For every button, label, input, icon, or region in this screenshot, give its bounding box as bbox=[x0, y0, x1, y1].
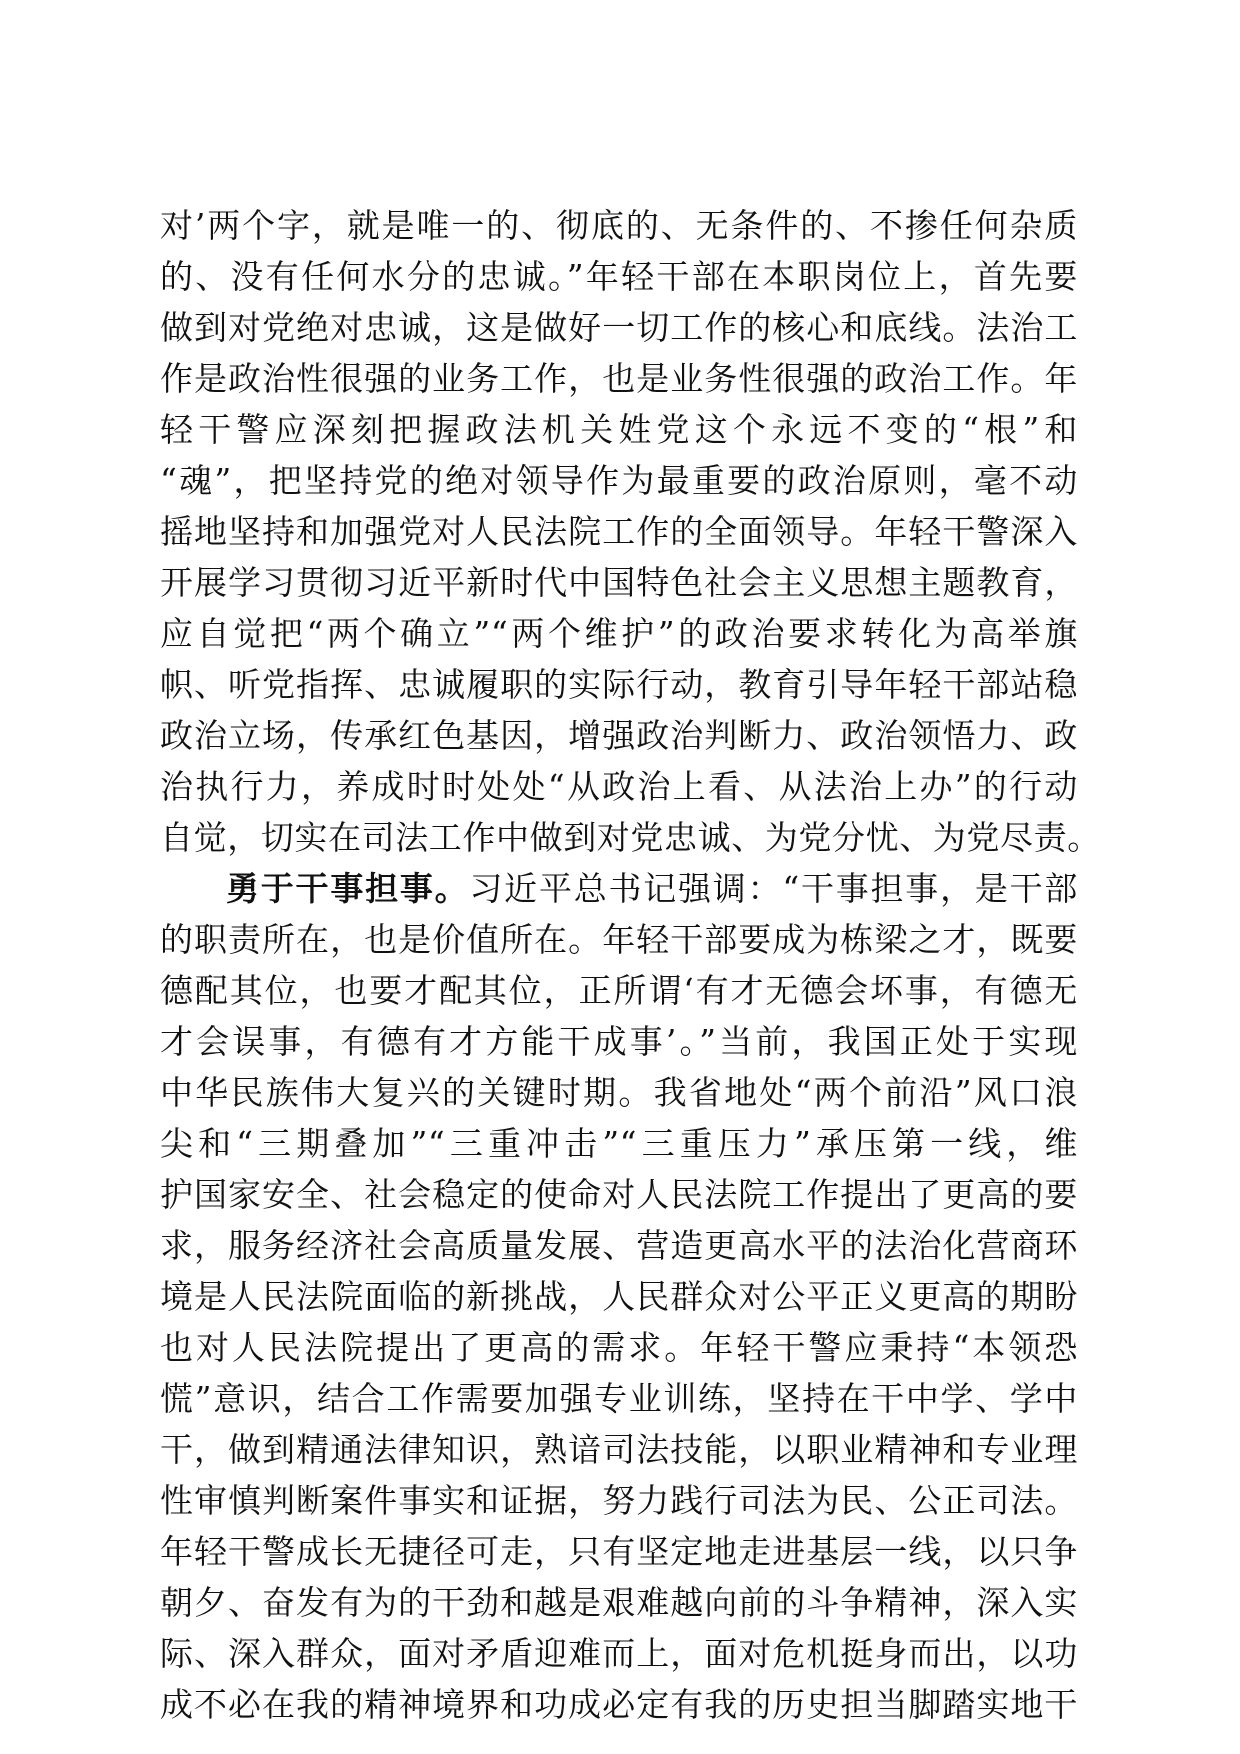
text-line: 境是人民法院面临的新挑战，人民群众对公平正义更高的期盼 bbox=[160, 1277, 1078, 1316]
paragraph-first-line bbox=[160, 863, 1078, 914]
paragraph-taking-responsibility bbox=[160, 863, 1078, 1730]
text-line: 的职责所在，也是价值所在。年轻干部要成为栋梁之才，既要 bbox=[160, 920, 1078, 959]
text-line: 性审慎判断案件事实和证据，努力践行司法为民、公正司法。 bbox=[160, 1481, 1078, 1520]
text-line: 的、没有任何水分的忠诚。”年轻干部在本职岗位上，首先要 bbox=[160, 257, 1078, 296]
text-line: 朝夕、奋发有为的干劲和越是艰难越向前的斗争精神，深入实 bbox=[160, 1583, 1078, 1622]
text-line: 际、深入群众，面对矛盾迎难而上，面对危机挺身而出，以功 bbox=[160, 1634, 1078, 1673]
text-line: 也对人民法院提出了更高的需求。年轻干警应秉持“本领恐 bbox=[160, 1328, 1078, 1367]
paragraph-loyalty bbox=[160, 200, 1101, 863]
text-line: 慌”意识，结合工作需要加强专业训练，坚持在干中学、学中 bbox=[160, 1379, 1078, 1418]
text-run: 习近平总书记强调：“干事担事，是干部 bbox=[469, 869, 1078, 908]
text-line: 护国家安全、社会稳定的使命对人民法院工作提出了更高的要 bbox=[160, 1175, 1078, 1214]
text-line: 做到对党绝对忠诚，这是做好一切工作的核心和底线。法治工 bbox=[160, 308, 1078, 347]
text-line: 应自觉把“两个确立”“两个维护”的政治要求转化为高举旗 bbox=[160, 614, 1078, 653]
text-line: “魂”，把坚持党的绝对领导作为最重要的政治原则，毫不动 bbox=[160, 461, 1078, 500]
text-line: 对’两个字，就是唯一的、彻底的、无条件的、不掺任何杂质 bbox=[160, 206, 1078, 245]
text-line: 摇地坚持和加强党对人民法院工作的全面领导。年轻干警深入 bbox=[160, 512, 1078, 551]
text-line: 帜、听党指挥、忠诚履职的实际行动，教育引导年轻干部站稳 bbox=[160, 665, 1078, 704]
document-body bbox=[160, 200, 1101, 1730]
text-line: 中华民族伟大复兴的关键时期。我省地处“两个前沿”风口浪 bbox=[160, 1073, 1078, 1112]
text-line: 治执行力，养成时时处处“从政治上看、从法治上办”的行动 bbox=[160, 767, 1078, 806]
text-line: 干，做到精通法律知识，熟谙司法技能，以职业精神和专业理 bbox=[160, 1430, 1078, 1469]
text-line: 开展学习贯彻习近平新时代中国特色社会主义思想主题教育， bbox=[160, 563, 1078, 602]
text-line: 轻干警应深刻把握政法机关姓党这个永远不变的“根”和 bbox=[160, 410, 1078, 449]
section-heading: 勇于干事担事。 bbox=[226, 869, 470, 908]
text-line: 德配其位，也要才配其位，正所谓‘有才无德会坏事，有德无 bbox=[160, 971, 1078, 1010]
text-line: 政治立场，传承红色基因，增强政治判断力、政治领悟力、政 bbox=[160, 716, 1078, 755]
text-line: 才会误事，有德有才方能干成事’。”当前，我国正处于实现 bbox=[160, 1022, 1078, 1061]
text-line: 作是政治性很强的业务工作，也是业务性很强的政治工作。年 bbox=[160, 359, 1078, 398]
text-line: 成不必在我的精神境界和功成必定有我的历史担当脚踏实地干 bbox=[160, 1685, 1078, 1724]
text-line: 年轻干警成长无捷径可走，只有坚定地走进基层一线，以只争 bbox=[160, 1532, 1078, 1571]
text-line: 尖和“三期叠加”“三重冲击”“三重压力”承压第一线，维 bbox=[160, 1124, 1078, 1163]
text-line: 自觉，切实在司法工作中做到对党忠诚、为党分忧、为党尽责。 bbox=[160, 818, 1101, 857]
text-line: 求，服务经济社会高质量发展、营造更高水平的法治化营商环 bbox=[160, 1226, 1078, 1265]
